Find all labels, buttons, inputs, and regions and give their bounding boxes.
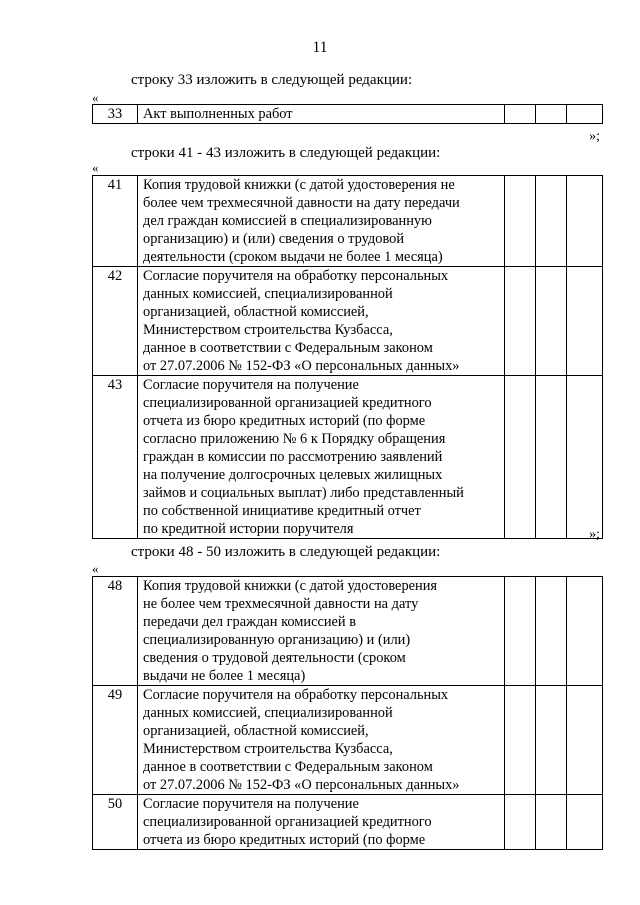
text-line: Министерством строительства Кузбасса, [143,322,393,338]
empty-cell [567,376,603,539]
text-line: Копия трудовой книжки (с датой удостоверения не [143,177,455,193]
empty-cell [505,267,536,376]
table-row [93,105,603,124]
empty-cell [567,176,603,267]
empty-cell [536,577,567,686]
text-line: Министерством строительства Кузбасса, [143,741,393,757]
text-line: Акт выполненных работ [143,106,293,122]
section-3-intro: строки 48 - 50 изложить в следующей редакции: [131,544,441,560]
row-number: 49 [93,686,138,795]
empty-cell [505,795,536,850]
row-text [138,176,505,267]
table-row [93,176,603,267]
section-1-table [92,104,603,124]
empty-cell [536,267,567,376]
table-row [93,795,603,850]
section-1-close-quote: »; [589,129,600,144]
table-row [93,686,603,795]
text-line: не более чем трехмесячной давности на дату [143,596,419,612]
text-line: на получение долгосрочных целевых жилищных [143,467,443,483]
empty-cell [536,376,567,539]
text-line: сведения о трудовой деятельности (сроком [143,650,406,666]
text-line: данных комиссией, специализированной [143,286,393,302]
row-number: 48 [93,577,138,686]
row-text [138,686,505,795]
empty-cell [536,105,567,124]
table-row [93,577,603,686]
empty-cell [567,795,603,850]
page-number: 11 [312,39,328,56]
empty-cell [505,376,536,539]
row-text [138,105,505,124]
text-line: Согласие поручителя на обработку персональных [143,687,449,703]
section-2-intro: строки 41 - 43 изложить в следующей редакции: [131,145,441,161]
text-line: по собственной инициативе кредитный отчет [143,503,421,519]
empty-cell [536,686,567,795]
text-line: данное в соответствии с Федеральным законом [143,759,433,775]
text-line: займов и социальных выплат) либо представленный [143,485,464,501]
text-line: данных комиссией, специализированной [143,705,393,721]
empty-cell [536,795,567,850]
text-line: Согласие поручителя на обработку персональных [143,268,449,284]
text-line: от 27.07.2006 № 152-ФЗ «О персональных данных» [143,358,460,374]
text-line: организацией, областной комиссией, [143,723,369,739]
section-3-table [92,576,603,850]
row-number: 50 [93,795,138,850]
empty-cell [505,176,536,267]
text-line: специализированной организацией кредитного [143,395,432,411]
table-row [93,267,603,376]
text-line: от 27.07.2006 № 152-ФЗ «О персональных данных» [143,777,460,793]
section-2-open-quote: « [92,160,99,175]
text-line: данное в соответствии с Федеральным законом [143,340,433,356]
text-line: передачи дел граждан комиссией в [143,614,357,630]
empty-cell [567,686,603,795]
row-text [138,795,505,850]
row-number: 43 [93,376,138,539]
section-1-intro: строку 33 изложить в следующей редакции: [131,72,413,88]
section-2-close-quote: »; [589,527,600,542]
text-line: выдачи не более 1 месяца) [143,668,306,684]
empty-cell [505,105,536,124]
row-number: 33 [93,105,138,124]
text-line: согласно приложению № 6 к Порядку обращения [143,431,446,447]
text-line: организацию) и (или) сведения о трудовой [143,231,405,247]
section-3-open-quote: « [92,561,99,576]
text-line: организацией, областной комиссией, [143,304,369,320]
text-line: Согласие поручителя на получение [143,796,359,812]
row-number: 42 [93,267,138,376]
empty-cell [505,577,536,686]
table-row [93,376,603,539]
empty-cell [536,176,567,267]
text-line: по кредитной истории поручителя [143,521,354,537]
row-text [138,267,505,376]
text-line: Согласие поручителя на получение [143,377,359,393]
text-line: деятельности (сроком выдачи не более 1 месяца) [143,249,443,265]
text-line: Копия трудовой книжки (с датой удостоверения [143,578,438,594]
text-line: дел граждан комиссией в специализированную [143,213,432,229]
text-line: более чем трехмесячной давности на дату передачи [143,195,460,211]
row-number: 41 [93,176,138,267]
text-line: отчета из бюро кредитных историй (по форме [143,413,426,429]
text-line: специализированную организацию) и (или) [143,632,411,648]
row-text [138,376,505,539]
empty-cell [567,105,603,124]
text-line: отчета из бюро кредитных историй (по форме [143,832,426,848]
section-1-open-quote: « [92,90,99,105]
text-line: специализированной организацией кредитного [143,814,432,830]
row-text [138,577,505,686]
text-line: граждан в комиссии по рассмотрению заявлений [143,449,443,465]
empty-cell [567,267,603,376]
empty-cell [567,577,603,686]
section-2-table [92,175,603,539]
empty-cell [505,686,536,795]
